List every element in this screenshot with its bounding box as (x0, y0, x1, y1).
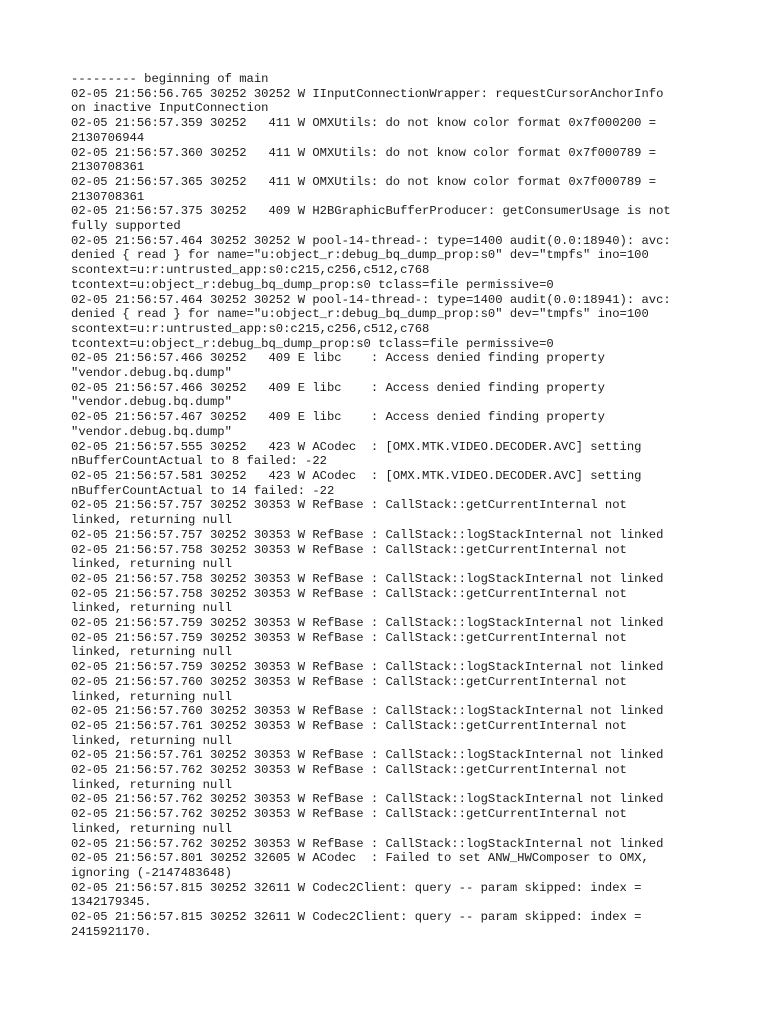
log-line: 02-05 21:56:57.360 30252 411 W OMXUtils: do not know color format 0x7f000789 = (71, 145, 657, 160)
log-line: 02-05 21:56:57.761 30252 30353 W RefBase : CallStack::logStackInternal not linked (71, 748, 664, 763)
logcat-document (71, 72, 711, 939)
log-line: ignoring (-2147483648) (71, 865, 232, 880)
log-line: 02-05 21:56:57.466 30252 409 E libc : Access denied finding property (71, 380, 605, 395)
log-line: 02-05 21:56:57.758 30252 30353 W RefBase : CallStack::getCurrentInternal not (71, 586, 627, 601)
log-line: 02-05 21:56:57.760 30252 30353 W RefBase : CallStack::logStackInternal not linked (71, 704, 664, 719)
log-line: 02-05 21:56:57.762 30252 30353 W RefBase : CallStack::getCurrentInternal not (71, 763, 627, 778)
log-line: nBufferCountActual to 14 failed: -22 (71, 483, 335, 498)
log-line: "vendor.debug.bq.dump" (71, 395, 232, 410)
log-line: "vendor.debug.bq.dump" (71, 366, 232, 381)
log-line: 02-05 21:56:57.464 30252 30252 W pool-14-thread-: type=1400 audit(0.0:18941): avc: (71, 292, 671, 307)
log-line: nBufferCountActual to 8 failed: -22 (71, 454, 327, 469)
log-line: 02-05 21:56:57.365 30252 411 W OMXUtils: do not know color format 0x7f000789 = (71, 174, 657, 189)
log-line: 02-05 21:56:57.762 30252 30353 W RefBase : CallStack::getCurrentInternal not (71, 807, 627, 822)
log-line: "vendor.debug.bq.dump" (71, 424, 232, 439)
log-line: scontext=u:r:untrusted_app:s0:c215,c256,c512,c768 (71, 263, 430, 278)
log-line: 02-05 21:56:57.375 30252 409 W H2BGraphicBufferProducer: getConsumerUsage is not (71, 204, 671, 219)
log-line: 2130708361 (71, 189, 145, 204)
log-line: 02-05 21:56:57.759 30252 30353 W RefBase : CallStack::logStackInternal not linked (71, 660, 664, 675)
log-line: linked, returning null (71, 821, 232, 836)
log-line: 02-05 21:56:57.555 30252 423 W ACodec : [OMX.MTK.VIDEO.DECODER.AVC] setting (71, 439, 642, 454)
log-line: 02-05 21:56:57.815 30252 32611 W Codec2Client: query -- param skipped: index = (71, 880, 642, 895)
log-line: scontext=u:r:untrusted_app:s0:c215,c256,c512,c768 (71, 321, 430, 336)
log-line: linked, returning null (71, 513, 232, 528)
log-line: linked, returning null (71, 645, 232, 660)
log-line: 2130708361 (71, 160, 145, 175)
log-line: 02-05 21:56:57.359 30252 411 W OMXUtils: do not know color format 0x7f000200 = (71, 116, 657, 131)
log-line: 02-05 21:56:57.757 30252 30353 W RefBase : CallStack::getCurrentInternal not (71, 498, 627, 513)
log-line: 02-05 21:56:57.815 30252 32611 W Codec2Client: query -- param skipped: index = (71, 910, 642, 925)
log-line: 02-05 21:56:57.759 30252 30353 W RefBase : CallStack::getCurrentInternal not (71, 630, 627, 645)
log-line: 02-05 21:56:57.757 30252 30353 W RefBase : CallStack::logStackInternal not linked (71, 527, 664, 542)
log-line: linked, returning null (71, 557, 232, 572)
log-line: 02-05 21:56:56.765 30252 30252 W IInputConnectionWrapper: requestCursorAnchorInfo (71, 86, 664, 101)
log-line: linked, returning null (71, 733, 232, 748)
log-line: 1342179345. (71, 895, 152, 910)
log-line: 02-05 21:56:57.581 30252 423 W ACodec : [OMX.MTK.VIDEO.DECODER.AVC] setting (71, 468, 642, 483)
log-line: linked, returning null (71, 777, 232, 792)
log-line: 02-05 21:56:57.758 30252 30353 W RefBase : CallStack::getCurrentInternal not (71, 542, 627, 557)
log-line: on inactive InputConnection (71, 101, 269, 116)
log-line: 02-05 21:56:57.761 30252 30353 W RefBase : CallStack::getCurrentInternal not (71, 718, 627, 733)
log-line: tcontext=u:object_r:debug_bq_dump_prop:s0 tclass=file permissive=0 (71, 336, 554, 351)
log-line: denied { read } for name="u:object_r:debug_bq_dump_prop:s0" dev="tmpfs" ino=100 (71, 307, 649, 322)
log-line: 02-05 21:56:57.762 30252 30353 W RefBase : CallStack::logStackInternal not linked (71, 792, 664, 807)
log-line: 02-05 21:56:57.801 30252 32605 W ACodec : Failed to set ANW_HWComposer to OMX, (71, 851, 649, 866)
log-line: linked, returning null (71, 601, 232, 616)
log-line: 02-05 21:56:57.760 30252 30353 W RefBase : CallStack::getCurrentInternal not (71, 674, 627, 689)
log-line: 02-05 21:56:57.467 30252 409 E libc : Access denied finding property (71, 410, 605, 425)
log-line: 2130706944 (71, 130, 145, 145)
log-line: tcontext=u:object_r:debug_bq_dump_prop:s0 tclass=file permissive=0 (71, 277, 554, 292)
log-line: denied { read } for name="u:object_r:debug_bq_dump_prop:s0" dev="tmpfs" ino=100 (71, 248, 649, 263)
log-line: 02-05 21:56:57.758 30252 30353 W RefBase : CallStack::logStackInternal not linked (71, 571, 664, 586)
log-line: fully supported (71, 219, 181, 234)
log-line: 02-05 21:56:57.466 30252 409 E libc : Access denied finding property (71, 351, 605, 366)
log-line: 02-05 21:56:57.762 30252 30353 W RefBase : CallStack::logStackInternal not linked (71, 836, 664, 851)
log-line: linked, returning null (71, 689, 232, 704)
log-line: --------- beginning of main (71, 72, 269, 86)
log-line: 02-05 21:56:57.759 30252 30353 W RefBase : CallStack::logStackInternal not linked (71, 616, 664, 631)
log-line: 2415921170. (71, 924, 152, 939)
log-line: 02-05 21:56:57.464 30252 30252 W pool-14-thread-: type=1400 audit(0.0:18940): avc: (71, 233, 671, 248)
